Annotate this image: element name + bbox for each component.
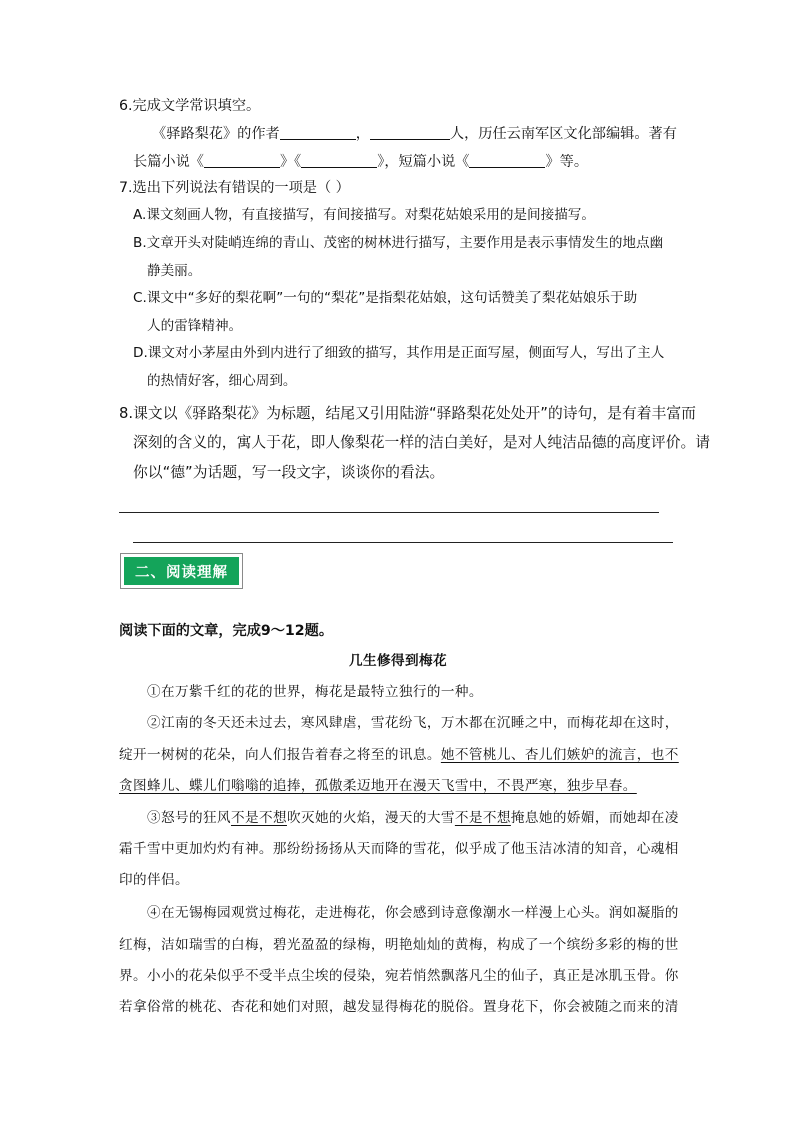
- section-banner: [120, 553, 243, 589]
- q6-text: 》《: [279, 154, 302, 170]
- q6-text: 《驿路梨花》的作者: [152, 126, 280, 142]
- paragraph-4-line: 界。小小的花朵似乎不受半点尘埃的侵染，宛若悄然飘落凡尘的仙子，真正是冰肌玉骨。你: [119, 968, 679, 984]
- answer-line[interactable]: [119, 512, 659, 513]
- blank-novel-1[interactable]: [204, 153, 280, 168]
- q6-text: 人，历任云南军区文化部编辑。著有: [449, 126, 677, 142]
- q7-option-a[interactable]: A.课文刻画人物，有直接描写，有间接描写。对梨花姑娘采用的是间接描写。: [133, 207, 595, 223]
- q7-option-c[interactable]: C.课文中“多好的梨花啊”一句的“梨花”是指梨花姑娘，这句话赞美了梨花姑娘乐于助: [133, 290, 638, 306]
- paragraph-4-line: 红梅，洁如瑞雪的白梅，碧光盈盈的绿梅，明艳灿灿的黄梅，构成了一个缤纷多彩的梅的世: [119, 937, 679, 953]
- paragraph-text: 掩息她的娇媚，而她却在凌: [510, 810, 679, 826]
- article-title: 几生修得到梅花: [349, 653, 447, 669]
- blank-author[interactable]: [280, 125, 356, 140]
- section-title: 二、阅读理解: [124, 557, 239, 585]
- paragraph-2-line: [119, 745, 679, 765]
- blank-short-story[interactable]: [469, 153, 545, 168]
- q6-stem: 6.完成文学常识填空。: [119, 98, 261, 114]
- paragraph-text: ③怒号的狂风: [147, 810, 231, 826]
- q7-option-d-cont: 的热情好客，细心周到。: [147, 373, 297, 389]
- paragraph-4-line: 若拿俗常的桃花、杏花和她们对照，越发显得梅花的脱俗。置身花下，你会被随之而来的清: [119, 999, 679, 1015]
- paragraph-3-line: [147, 808, 679, 828]
- q6-line3: [133, 152, 588, 172]
- q6-text: 》，短篇小说《: [377, 154, 470, 170]
- q8-line: 深刻的含义的，寓人于花，即人像梨花一样的洁白美好，是对人纯洁品德的高度评价。请: [133, 434, 711, 451]
- reading-instruction: 阅读下面的文章，完成9～12题。: [119, 623, 334, 639]
- paragraph-text: 吹灭她的火焰，漫天的大雪: [286, 810, 455, 826]
- q7-option-d[interactable]: D.课文对小茅屋由外到内进行了细致的描写，其作用是正面写屋，侧面写人，写出了主人: [133, 345, 665, 361]
- blank-novel-2[interactable]: [301, 153, 377, 168]
- underlined-phrase: 不是不想: [230, 810, 287, 826]
- q7-stem: 7.选出下列说法有错误的一项是（ ）: [119, 180, 350, 196]
- q6-text: ，: [355, 126, 370, 142]
- underlined-sentence: 她不管桃儿、杏儿们嫉妒的流言，也不: [440, 747, 679, 763]
- q8-line: 8.课文以《驿路梨花》为标题，结尾又引用陆游“驿路梨花处处开”的诗句，是有着丰富而: [119, 405, 696, 422]
- q7-option-b-cont: 静美丽。: [147, 263, 202, 279]
- q6-line2: [152, 124, 677, 144]
- q6-text: 长篇小说《: [133, 154, 204, 170]
- q7-option-b[interactable]: B.文章开头对陡峭连绵的青山、茂密的树林进行描写，主要作用是表示事情发生的地点幽: [133, 235, 664, 251]
- paragraph-1: ①在万紫千红的花的世界，梅花是最特立独行的一种。: [147, 684, 483, 700]
- underlined-sentence: 贪图蜂儿、蝶儿们嗡嗡的追捧，孤傲柔迈地开在漫天飞雪中，不畏严寒，独步早春。: [119, 778, 637, 794]
- q7-option-c-cont: 人的雷锋精神。: [147, 318, 243, 334]
- paragraph-4-line: ④在无锡梅园观赏过梅花，走进梅花，你会感到诗意像潮水一样漫上心头。润如凝脂的: [147, 905, 679, 921]
- paragraph-3-line: 霜千雪中更加灼灼有神。那纷纷扬扬从天而降的雪花，似乎成了他玉洁冰清的知音，心魂相: [119, 841, 679, 857]
- paragraph-2-line: ②江南的冬天还未过去，寒风肆虐，雪花纷飞，万木都在沉睡之中，而梅花却在这时，: [147, 715, 679, 731]
- paragraph-text: 绽开一树树的花朵，向人们报告着春之将至的讯息。: [119, 747, 441, 763]
- answer-line[interactable]: [133, 542, 673, 543]
- q8-line: 你以“德”为话题，写一段文字，谈谈你的看法。: [133, 464, 445, 481]
- blank-hometown[interactable]: [370, 125, 450, 140]
- q6-text: 》等。: [545, 154, 589, 170]
- paragraph-3-line: 印的伴侣。: [119, 872, 189, 888]
- underlined-phrase: 不是不想: [454, 810, 511, 826]
